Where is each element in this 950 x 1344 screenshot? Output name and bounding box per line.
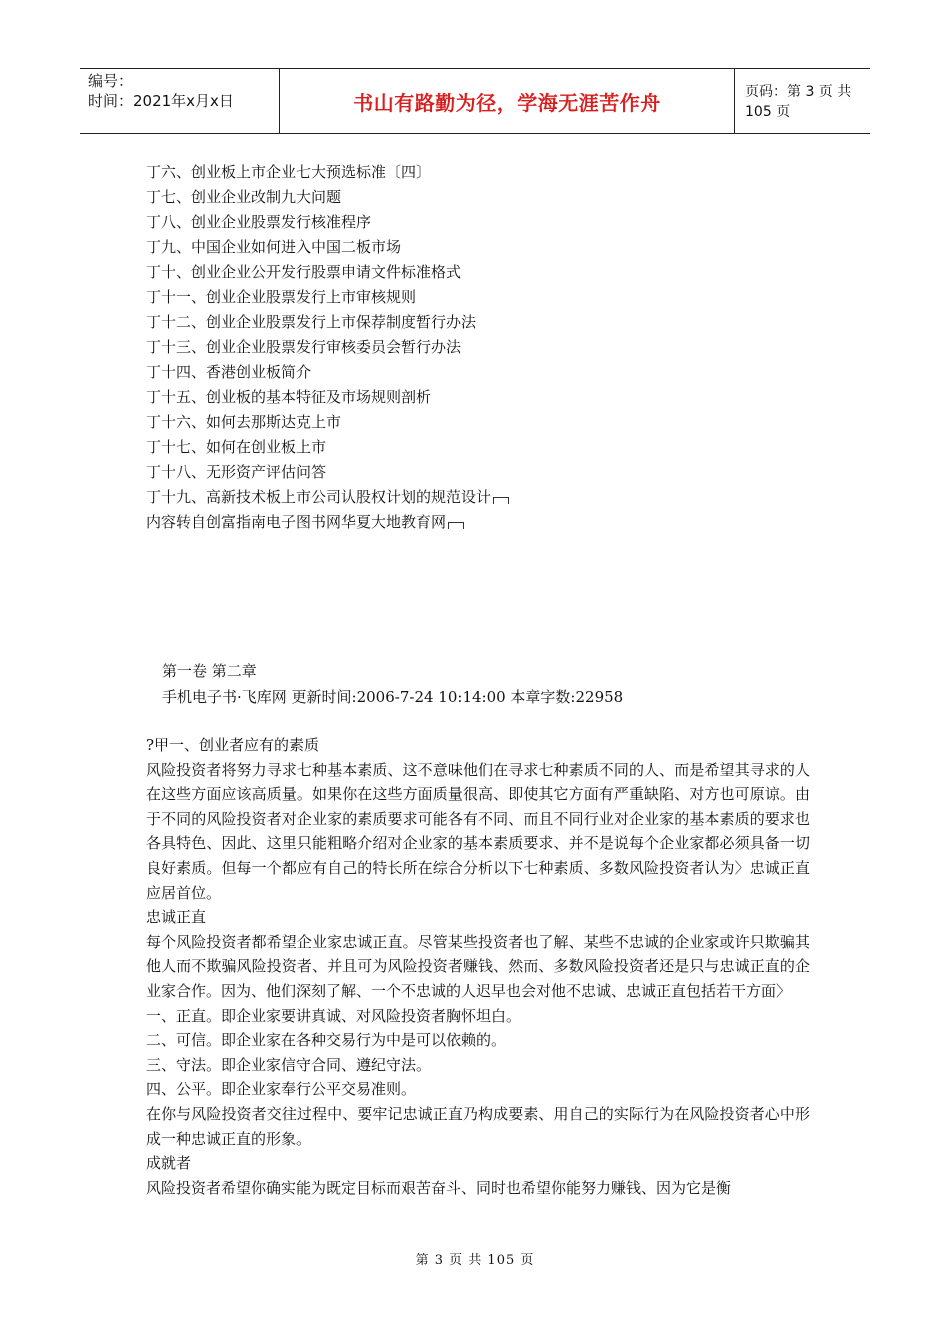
list-item: 四、公平。即企业家奉行公平交易准则。	[146, 1080, 417, 1099]
header-page-cell	[735, 69, 870, 133]
chapter-meta: 手机电子书·飞库网 更新时间:2006-7-24 10:14:00 本章字数:22958	[162, 688, 624, 706]
list-item: 二、可信。即企业家在各种交易行为中是可以依赖的。	[146, 1031, 507, 1050]
paragraph-mark-icon	[448, 522, 464, 529]
toc-item: 丁十八、无形资产评估问答	[146, 463, 327, 481]
toc-item: 丁七、创业企业改制九大问题	[146, 188, 342, 206]
number-label: 编号：	[88, 72, 134, 90]
body-text	[146, 733, 810, 1200]
list-item: 三、守法。即企业家信守合同、遵纪守法。	[146, 1055, 432, 1074]
toc-item: 丁十一、创业企业股票发行上市审核规则	[146, 288, 417, 306]
toc-item: 丁十九、高新技术板上市公司认股权计划的规范设计	[146, 485, 810, 510]
subheading: 成就者	[146, 1154, 192, 1173]
toc-item: 丁十五、创业板的基本特征及市场规则剖析	[146, 388, 432, 406]
toc-item: 丁十七、如何在创业板上市	[146, 438, 327, 456]
toc-list	[146, 160, 810, 535]
chapter-title: 第一卷 第二章	[162, 662, 257, 680]
footer-page-number: 第 3 页 共 105 页	[415, 1253, 535, 1268]
toc-item: 丁六、创业板上市企业七大预选标准〔四〕	[146, 163, 432, 181]
toc-item: 丁十、创业企业公开发行股票申请文件标准格式	[146, 263, 462, 281]
slogan-text: 书山有路勤为径，学海无涯苦作舟	[353, 90, 661, 115]
header-info-cell	[80, 69, 280, 133]
paragraph: 每个风险投资者都希望企业家忠诚正直。尽管某些投资者也了解、某些不忠诚的企业家或许只欺骗其他人而不欺骗风险投资者、并且可为风险投资者赚钱、然而、多数风险投资者还是只与忠诚正直的企业家合作。因为、他们深刻了解、一个不忠诚的人迟早也会对他不忠诚、忠诚正直包括若干方面〉	[146, 932, 810, 1000]
toc-item: 丁十二、创业企业股票发行上市保荐制度暂行办法	[146, 313, 477, 331]
section-heading: ?甲一、创业者应有的素质	[146, 736, 320, 754]
paragraph: 风险投资者将努力寻求七种基本素质、这不意味他们在寻求七种素质不同的人、而是希望其寻求的人在这些方面应该高质量。如果你在这些方面质量很高、即使其它方面有严重缺陷、对方也可原谅。由于不同的风险投资者对企业家的素质要求可能各有不同、而且不同行业对企业家的基本素质的要求也各具特色、因此、这里只能粗略介绍对企业家的基本素质要求、并不是说每个企业家都必须具备一切良好素质。但每一个都应有自己的特长所在综合分析以下七种素质、多数风险投资者认为〉忠诚正直应居首位。	[146, 760, 810, 902]
list-item: 一、正直。即企业家要讲真诚、对风险投资者胸怀坦白。	[146, 1006, 522, 1025]
toc-item: 丁九、中国企业如何进入中国二板市场	[146, 238, 402, 256]
toc-item: 丁十六、如何去那斯达克上市	[146, 413, 342, 431]
page-footer	[0, 1249, 950, 1268]
toc-item: 内容转自创富指南电子图书网华夏大地教育网	[146, 510, 810, 535]
chapter-heading	[162, 658, 623, 710]
toc-item: 丁八、创业企业股票发行核准程序	[146, 213, 372, 231]
time-label: 时间：2021年x月x日	[88, 92, 234, 110]
toc-item: 丁十四、香港创业板简介	[146, 363, 312, 381]
paragraph-mark-icon	[493, 497, 509, 504]
page-number-label: 页码：第 3 页 共 105 页	[745, 84, 852, 120]
page-header	[80, 68, 870, 134]
toc-item: 丁十三、创业企业股票发行审核委员会暂行办法	[146, 338, 462, 356]
paragraph: 在你与风险投资者交往过程中、要牢记忠诚正直乃构成要素、用自己的实际行为在风险投资者心中形成一种忠诚正直的形象。	[146, 1104, 810, 1148]
subheading: 忠诚正直	[146, 908, 207, 927]
header-slogan-cell	[280, 69, 735, 133]
paragraph: 风险投资者希望你确实能为既定目标而艰苦奋斗、同时也希望你能努力赚钱、因为它是衡	[146, 1178, 732, 1197]
